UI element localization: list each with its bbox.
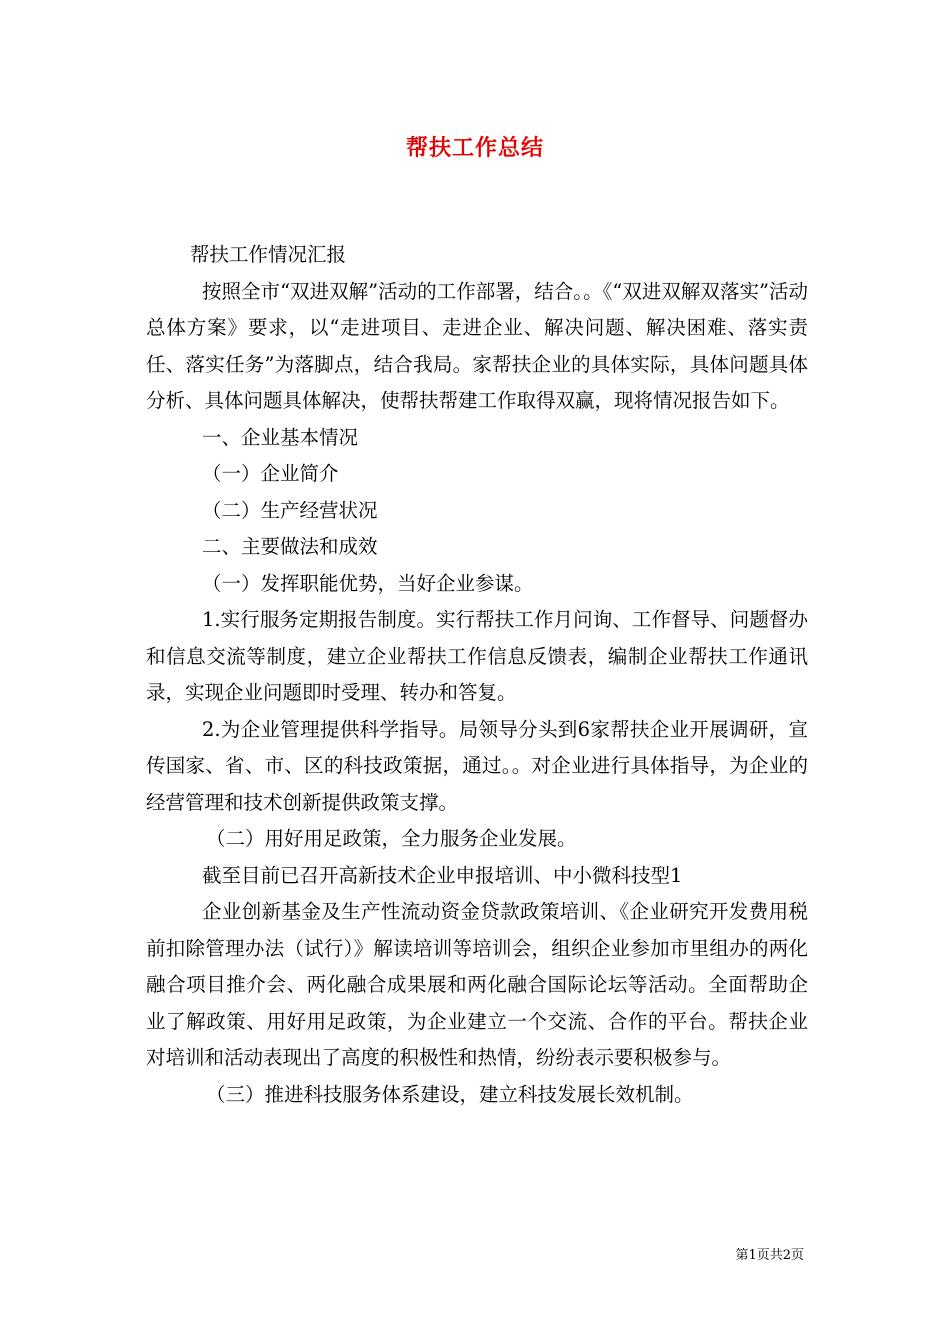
paragraph-management-guidance: 2.为企业管理提供科学指导。局领导分头到6家帮扶企业开展调研，宣传国家、省、市、区的科技政策据，通过。。对企业进行具体指导，为企业的经营管理和技术创新提供政策支撑。 bbox=[146, 717, 808, 814]
document-body bbox=[146, 237, 808, 1113]
document-title: 帮扶工作总结 bbox=[405, 135, 544, 161]
subsection-service-system: （三）推进科技服务体系建设，建立科技发展长效机制。 bbox=[206, 1082, 694, 1106]
subsection-operation-status: （二）生产经营状况 bbox=[202, 498, 378, 522]
paragraph-intro: 按照全市“双进双解”活动的工作部署，结合。。《“双进双解双落实”活动总体方案》要求，以“走进项目、走进企业、解决问题、解决困难、落实责任、落实任务”为落脚点，结合我局。家帮扶企业的具体实际，具体问题具体分析、具体问题具体解决，使帮扶帮建工作取得双赢，现将情况报告如下。 bbox=[146, 279, 808, 412]
subsection-function-advantage: （一）发挥职能优势，当好企业参谋。 bbox=[202, 571, 534, 595]
subsection-company-profile: （一）企业简介 bbox=[202, 462, 339, 485]
paragraph-report-heading: 帮扶工作情况汇报 bbox=[190, 243, 347, 266]
paragraph-reporting-system: 1.实行服务定期报告制度。实行帮扶工作月问询、工作督导、问题督办和信息交流等制度，建立企业帮扶工作信息反馈表，编制企业帮扶工作通讯录，实现企业问题即时受理、转办和答复。 bbox=[146, 608, 808, 704]
section-heading-basic-info: 一、企业基本情况 bbox=[202, 425, 359, 449]
page-number: 第1页共2页 bbox=[735, 1248, 804, 1263]
paragraph-training-detail: 企业创新基金及生产性流动资金贷款政策培训、《企业研究开发费用税前扣除管理办法（试行）》解读培训等培训会，组织企业参加市里组办的两化融合项目推介会、两化融合成果展和两化融合国际论坛等活动。全面帮助企业了解政策、用好用足政策，为企业建立一个交流、合作的平台。帮扶企业对培训和活动表现出了高度的积极性和热情，纷纷表示要积极参与。 bbox=[146, 900, 808, 1069]
paragraph-training-start: 截至目前已召开高新技术企业申报培训、中小微科技型1 bbox=[202, 863, 683, 887]
section-heading-measures: 二、主要做法和成效 bbox=[202, 535, 378, 558]
subsection-policy-use: （二）用好用足政策，全力服务企业发展。 bbox=[206, 827, 577, 850]
